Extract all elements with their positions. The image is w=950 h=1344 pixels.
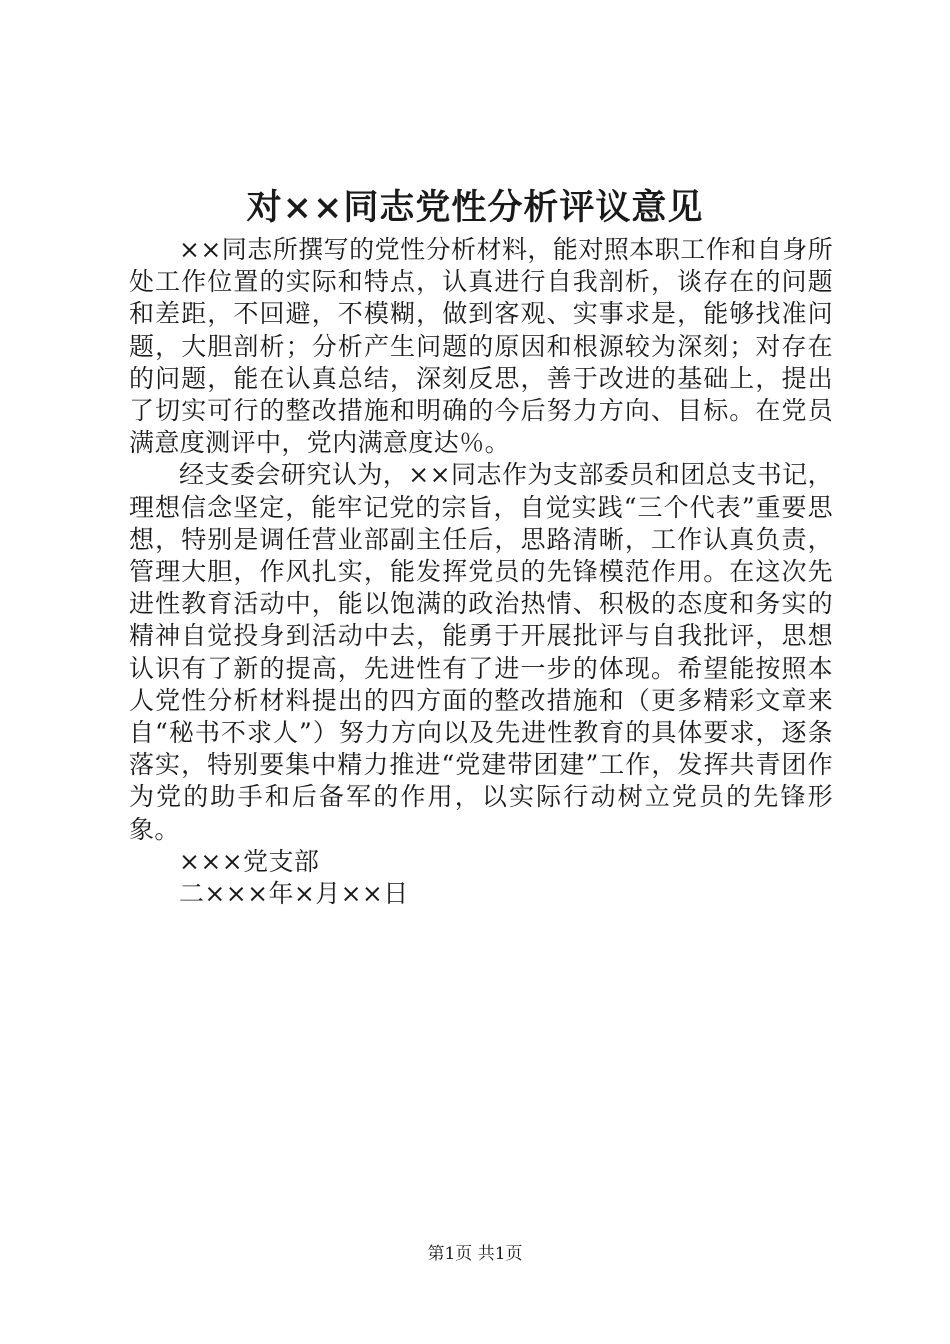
- signature-organization: ×××党支部: [179, 846, 320, 876]
- document-title: 对××同志党性分析评议意见: [246, 187, 704, 228]
- page-footer: 第1页 共1页: [427, 1244, 523, 1264]
- body-paragraph-1: ××同志所撰写的党性分析材料，能对照本职工作和自身所处工作位置的实际和特点，认真进行自我剖析，谈存在的问题和差距，不回避，不模糊，做到客观、实事求是，能够找准问题，大胆剖析；分析产生问题的原因和根源较为深刻；对存在的问题，能在认真总结，深刻反思，善于改进的基础上，提出了切实可行的整改措施和明确的今后努力方向、目标。在党员满意度测评中，党内满意度达％。: [129, 235, 833, 458]
- body-paragraph-2: 经支委会研究认为，××同志作为支部委员和团总支书记，理想信念坚定，能牢记党的宗旨，自觉实践“三个代表”重要思想，特别是调任营业部副主任后，思路清晰，工作认真负责，管理大胆，作风扎实，能发挥党员的先锋模范作用。在这次先进性教育活动中，能以饱满的政治热情、积极的态度和务实的精神自觉投身到活动中去，能勇于开展批评与自我批评，思想认识有了新的提高，先进性有了进一步的体现。希望能按照本人党性分析材料提出的四方面的整改措施和（更多精彩文章来自“秘书不求人”）努力方向以及先进性教育的具体要求，逐条落实，特别要集中精力推进“党建带团建”工作，发挥共青团作为党的助手和后备军的作用，以实际行动树立党员的先锋形象。: [129, 460, 833, 844]
- signature-date: 二×××年×月××日: [179, 879, 409, 909]
- document-body: [129, 234, 833, 910]
